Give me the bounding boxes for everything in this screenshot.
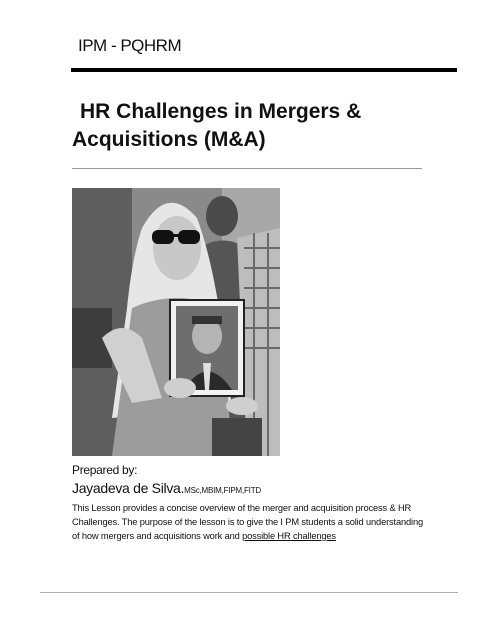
description-line-2: Challenges. The purpose of the lesson is to give the I PM students a solid understanding [72, 517, 423, 527]
author-line [72, 480, 261, 496]
cover-photo [72, 188, 280, 456]
hr-challenges-link[interactable]: possible HR challenges [242, 531, 336, 541]
title-line-2: Acquisitions (M&A) [72, 128, 266, 151]
description-line-1: This Lesson provides a concise overview of the merger and acquisition process & HR [72, 503, 412, 513]
page-header: IPM - PQHRM [78, 36, 182, 55]
title-line-1: HR Challenges in Mergers & [80, 100, 362, 123]
lesson-description [72, 501, 452, 543]
footer-rule [40, 592, 458, 593]
author-credentials: MSc,MBIM,FIPM,FITD [184, 486, 261, 495]
description-line-3-text: of how mergers and acquisitions work and [72, 531, 243, 541]
document-title [72, 98, 462, 154]
author-name: Jayadeva de Silva. [72, 480, 185, 496]
title-rule [72, 168, 422, 169]
description-line-3 [72, 529, 452, 543]
header-rule [71, 68, 457, 72]
prepared-by-label: Prepared by: [72, 463, 138, 477]
